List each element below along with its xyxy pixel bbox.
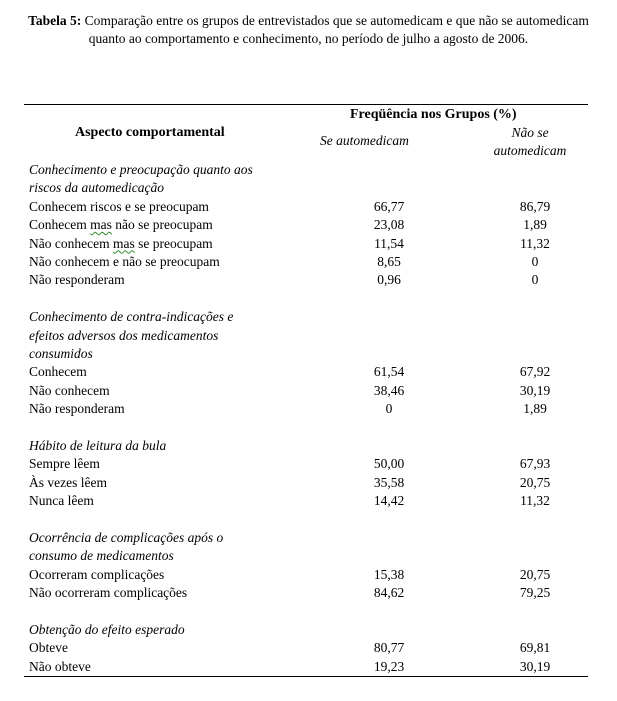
row-label: Conhecem [29, 364, 87, 380]
value-self-medicate: 35,58 [373, 474, 405, 490]
value-no-self-medicate: 11,32 [520, 493, 550, 509]
section-title [29, 345, 589, 363]
table-row [29, 363, 589, 381]
row-label: Conhecem mas não se preocupam [29, 217, 213, 233]
table-row [29, 584, 589, 602]
table-row [29, 658, 589, 676]
section-title [29, 437, 589, 455]
value-no-self-medicate: 79,25 [519, 585, 551, 601]
section-title [29, 547, 589, 565]
header-col2-line2: automedicam [493, 143, 567, 158]
table-row [29, 382, 589, 400]
value-self-medicate: 15,38 [373, 566, 405, 582]
value-self-medicate: 61,54 [373, 364, 405, 380]
value-self-medicate: 50,00 [373, 456, 405, 472]
value-no-self-medicate: 1,89 [523, 217, 547, 233]
table-row [29, 455, 589, 473]
section-title [29, 179, 589, 197]
row-label: Conhecem riscos e se preocupam [29, 198, 209, 214]
spellcheck-underlined-word: mas [112, 235, 135, 251]
section-title [29, 308, 589, 326]
spellcheck-underlined-word: mas [90, 217, 112, 233]
value-self-medicate: 38,46 [373, 382, 405, 398]
caption-label [28, 13, 81, 28]
section-title-text: Obtenção do efeito esperado [29, 622, 185, 637]
value-no-self-medicate: 0 [531, 272, 539, 288]
value-no-self-medicate: 67,93 [519, 456, 551, 472]
value-no-self-medicate: 69,81 [519, 640, 551, 656]
section-title-text: Conhecimento e preocupação quanto aos [29, 162, 253, 177]
value-no-self-medicate: 20,75 [519, 566, 551, 582]
row-label: Sempre lêem [29, 456, 100, 472]
table-row [29, 492, 589, 510]
section-title-text: consumidos [29, 346, 93, 361]
caption-colon: : [76, 13, 82, 28]
table-top-rule [24, 104, 588, 105]
value-no-self-medicate: 11,32 [520, 235, 550, 251]
table-row [29, 271, 589, 289]
table-row [29, 400, 589, 418]
section-title-text: efeitos adversos dos medicamentos [29, 327, 219, 343]
value-self-medicate: 14,42 [373, 493, 405, 509]
row-label: Nunca lêem [29, 493, 94, 509]
section-title-text: Conhecimento de contra-indicações e [29, 309, 234, 325]
section-title-text: riscos da automedicação [29, 180, 164, 196]
value-no-self-medicate: 30,19 [519, 382, 551, 398]
value-self-medicate: 8,65 [377, 254, 401, 269]
table-row [29, 566, 589, 584]
row-label: Não conhecem e não se preocupam [29, 254, 220, 269]
value-self-medicate: 84,62 [373, 585, 405, 601]
table-row [29, 235, 589, 253]
value-self-medicate: 11,54 [374, 235, 404, 251]
section-title [29, 529, 589, 547]
header-col-no-self-medicate [470, 124, 590, 160]
row-label: Às vezes lêem [29, 474, 107, 490]
section-title [29, 327, 589, 345]
header-group-title: Freqüência nos Grupos (%) [350, 107, 517, 122]
caption-label-text: Tabela 5 [28, 13, 77, 28]
caption-text: Comparação entre os grupos de entrevistados que se automedicam e que não se automedicam quanto ao comportamento e conhecimento, no período de julho a agosto de 2006. [81, 13, 589, 46]
row-label: Não obteve [29, 658, 91, 674]
row-label: Não ocorreram complicações [29, 585, 188, 601]
value-no-self-medicate: 1,89 [523, 401, 547, 417]
value-no-self-medicate: 20,75 [519, 474, 551, 490]
header-aspect: Aspecto comportamental [75, 125, 225, 140]
table-caption [20, 12, 597, 48]
value-self-medicate: 66,77 [373, 198, 405, 214]
value-no-self-medicate: 86,79 [519, 198, 551, 214]
row-label: Não conhecem [29, 382, 110, 398]
section-title-text: Ocorrência de complicações após o [29, 530, 224, 545]
row-label: Obteve [29, 640, 68, 656]
table-row [29, 253, 589, 271]
header-col-self-medicate: Se automedicam [320, 133, 409, 148]
value-no-self-medicate: 30,19 [519, 658, 551, 674]
section-title-text: Hábito de leitura da bula [29, 438, 167, 453]
header-col2-line1: Não se [511, 125, 549, 140]
value-no-self-medicate: 0 [531, 254, 539, 269]
table-row [29, 216, 589, 234]
section-title-text: consumo de medicamentos [29, 548, 174, 564]
row-label: Não responderam [29, 401, 125, 417]
value-self-medicate: 23,08 [373, 217, 405, 233]
table-row [29, 474, 589, 492]
table-bottom-rule [24, 676, 588, 677]
section-title [29, 621, 589, 639]
value-self-medicate: 0 [385, 401, 393, 417]
row-label: Não conhecem mas se preocupam [29, 235, 213, 251]
value-no-self-medicate: 67,92 [519, 364, 551, 380]
value-self-medicate: 80,77 [373, 640, 405, 656]
section-title [29, 161, 589, 179]
table-row [29, 198, 589, 216]
value-self-medicate: 19,23 [373, 658, 405, 674]
table-row [29, 639, 589, 657]
row-label: Não responderam [29, 272, 125, 288]
value-self-medicate: 0,96 [377, 272, 401, 288]
row-label: Ocorreram complicações [29, 566, 165, 582]
